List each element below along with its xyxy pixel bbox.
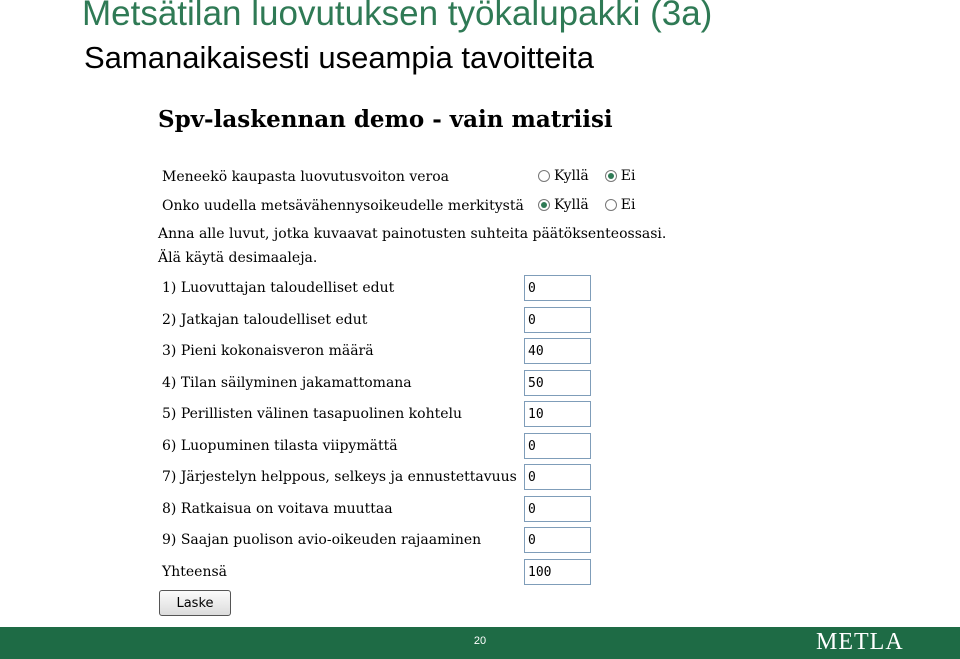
radio-yes[interactable] — [538, 170, 550, 182]
radio-yes-label: Kyllä — [554, 168, 589, 184]
slide-title: Metsätilan luovutuksen työkalupakki (3a) — [82, 0, 713, 33]
radio-yes[interactable] — [538, 199, 550, 211]
criterion-label: 8) Ratkaisua on voitava muuttaa — [162, 501, 393, 517]
total-label: Yhteensä — [162, 564, 228, 580]
calculate-button[interactable]: Laske — [159, 590, 231, 616]
radio-no-label: Ei — [620, 168, 636, 184]
total-input[interactable] — [524, 559, 591, 585]
criterion-label: 9) Saajan puolison avio-oikeuden rajaaminen — [162, 532, 482, 548]
question-forest-deduction: Onko uudella metsävähennysoikeudelle merkitystä — [162, 198, 524, 214]
criterion-input[interactable] — [524, 464, 591, 490]
form-panel — [157, 98, 670, 620]
instruction-text: Anna alle luvut, jotka kuvaavat painotusten suhteita päätöksenteossasi. — [158, 226, 667, 242]
criterion-label: 1) Luovuttajan taloudelliset edut — [162, 280, 395, 296]
form-heading: Spv-laskennan demo - vain matriisi — [158, 106, 613, 133]
instruction-no-decimals: Älä käytä desimaaleja. — [158, 250, 318, 266]
criterion-input[interactable] — [524, 401, 591, 427]
criterion-label: 5) Perillisten välinen tasapuolinen kohtelu — [162, 406, 463, 422]
criterion-input[interactable] — [524, 307, 591, 333]
radio-no[interactable] — [605, 170, 617, 182]
criterion-label: 2) Jatkajan taloudelliset edut — [162, 312, 368, 328]
criterion-label: 4) Tilan säilyminen jakamattomana — [162, 375, 412, 391]
criterion-label: 7) Järjestelyn helppous, selkeys ja ennustettavuus — [162, 469, 517, 485]
radio-no-label: Ei — [620, 197, 636, 213]
radio-group-capital-gains-tax — [538, 168, 647, 184]
criterion-label: 3) Pieni kokonaisveron määrä — [162, 343, 374, 359]
radio-no[interactable] — [605, 199, 617, 211]
criterion-input[interactable] — [524, 496, 591, 522]
radio-group-forest-deduction — [538, 197, 647, 213]
criterion-input[interactable] — [524, 275, 591, 301]
criterion-input[interactable] — [524, 433, 591, 459]
criterion-input[interactable] — [524, 370, 591, 396]
criterion-input[interactable] — [524, 338, 591, 364]
page-number: 20 — [473, 635, 487, 647]
question-capital-gains-tax: Meneekö kaupasta luovutusvoiton veroa — [162, 169, 450, 185]
slide-subtitle: Samanaikaisesti useampia tavoitteita — [84, 40, 595, 75]
metla-logo: METLA — [816, 629, 904, 655]
radio-yes-label: Kyllä — [554, 197, 589, 213]
criterion-label: 6) Luopuminen tilasta viipymättä — [162, 438, 398, 454]
criterion-input[interactable] — [524, 527, 591, 553]
footer-bar — [0, 627, 960, 659]
